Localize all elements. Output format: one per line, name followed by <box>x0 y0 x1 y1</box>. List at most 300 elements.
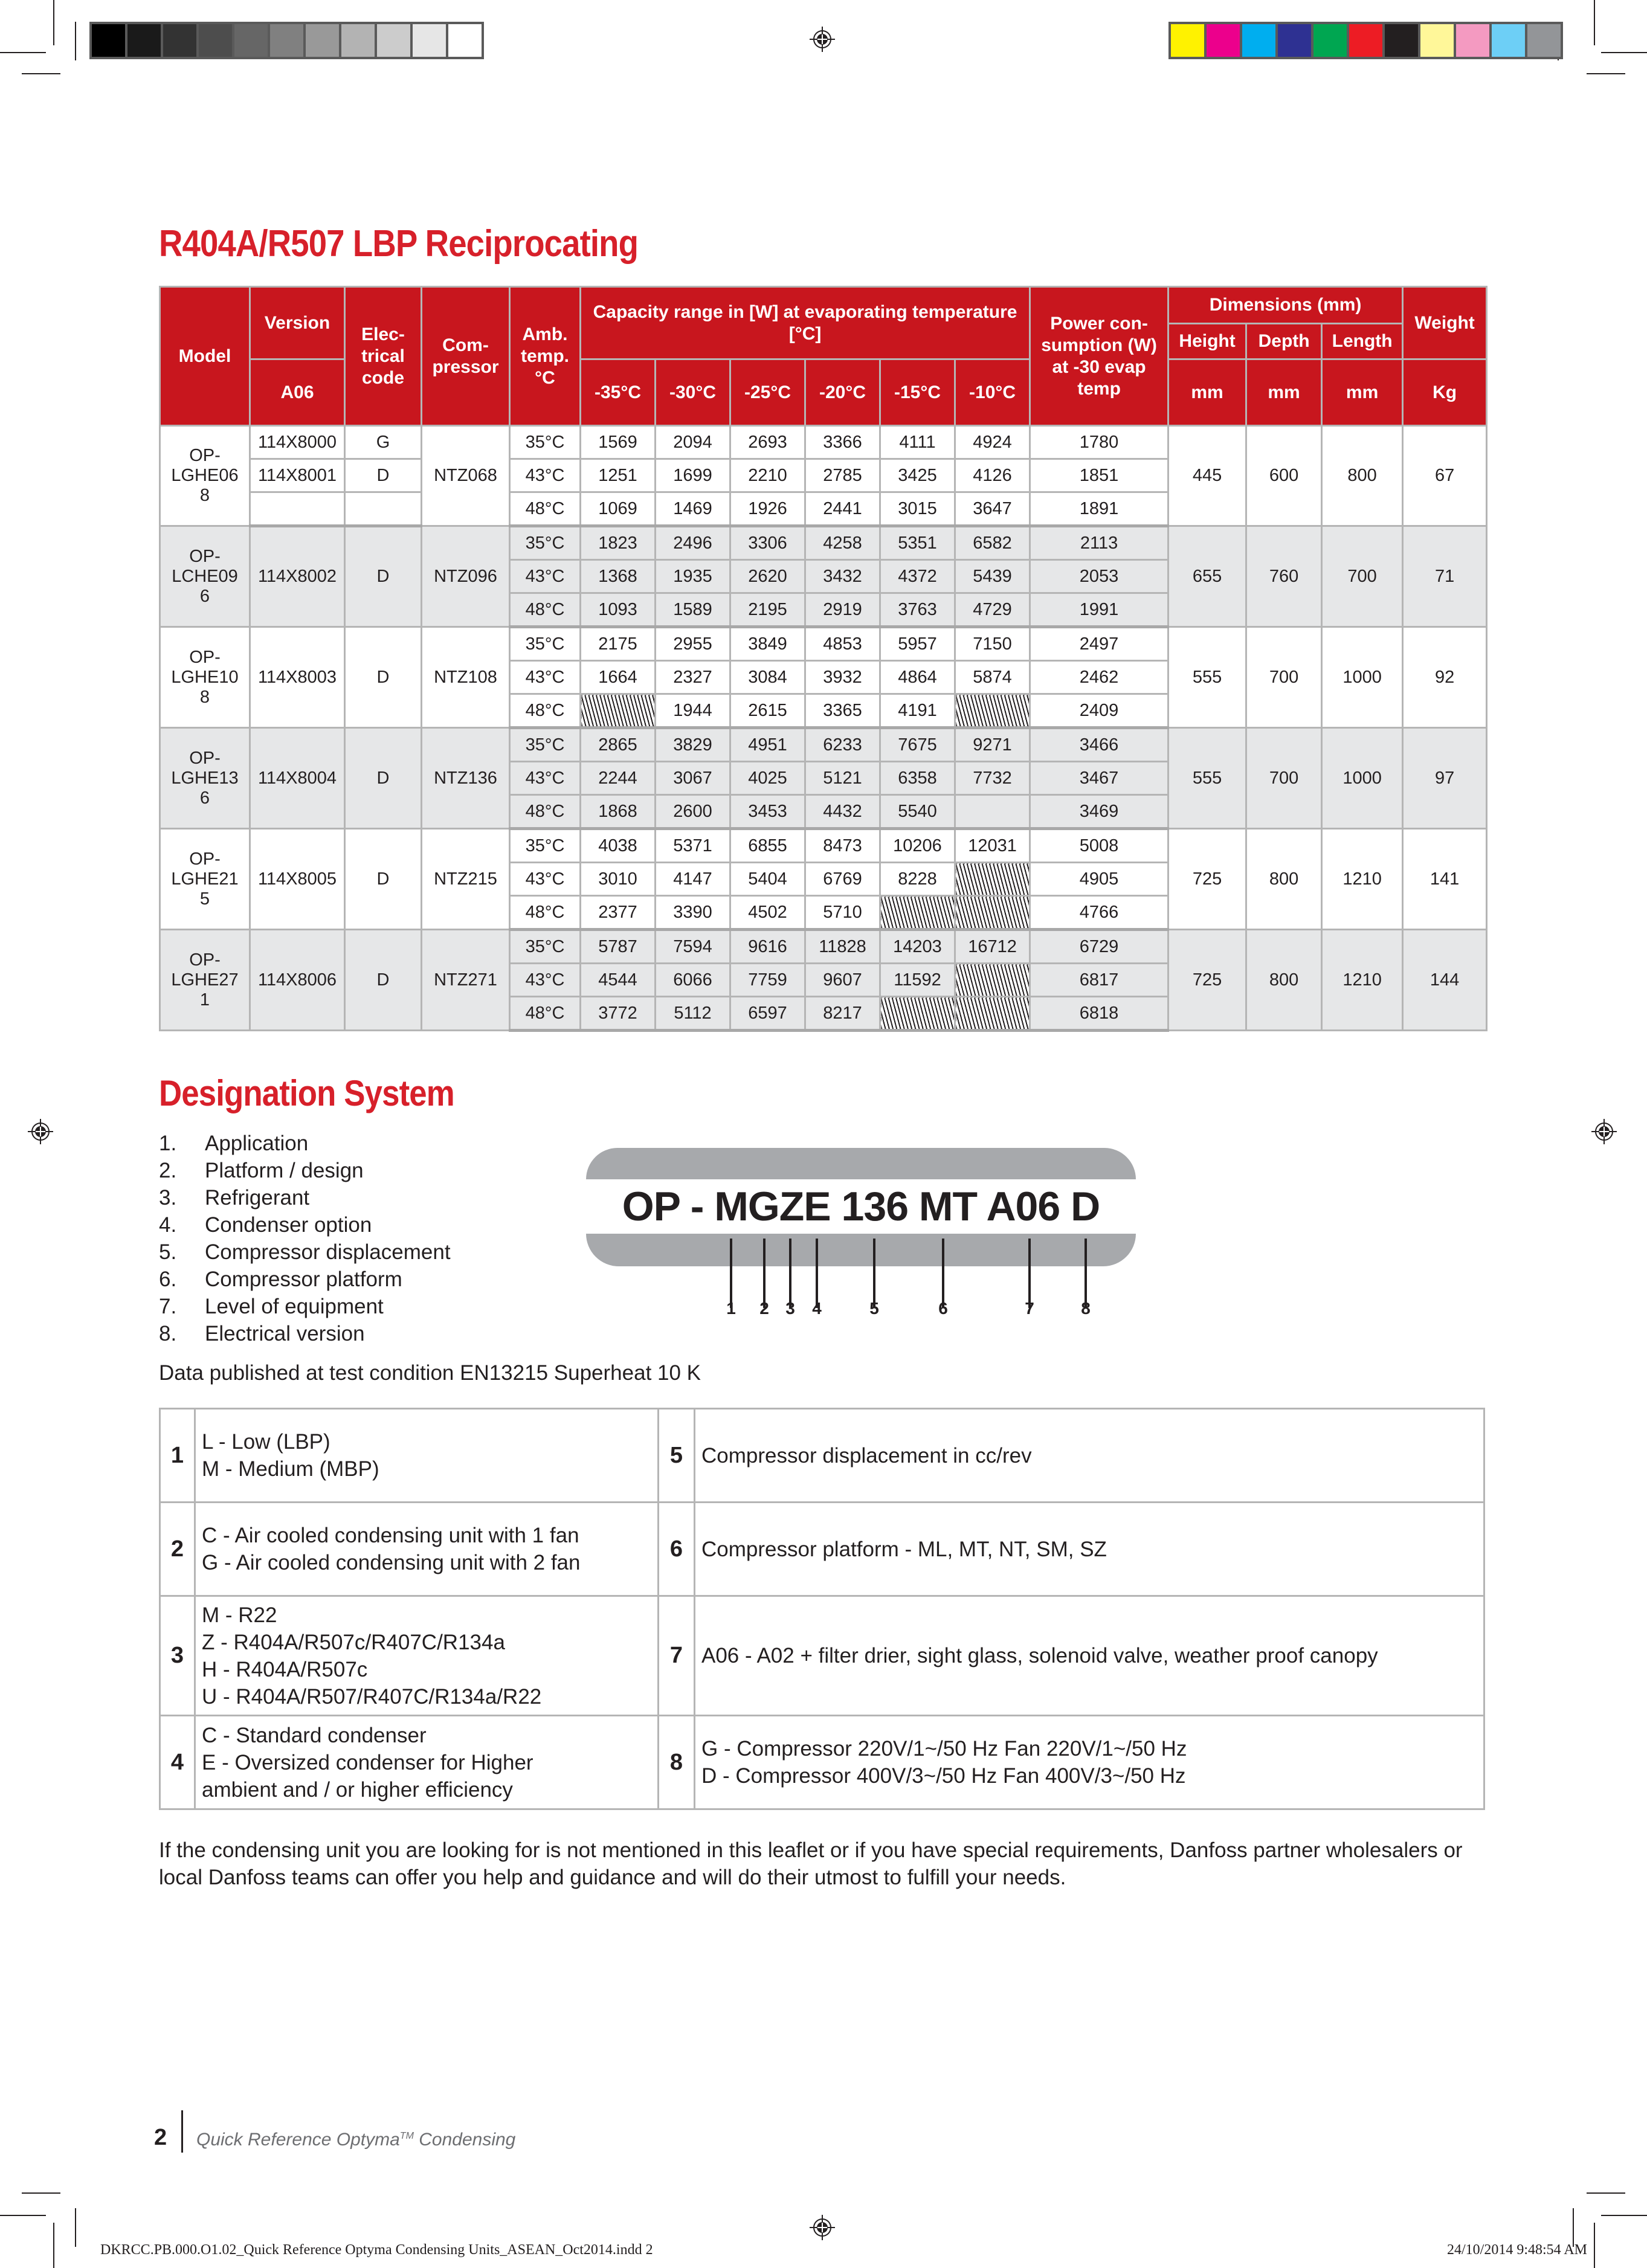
capacity-cell: 2244 <box>581 762 656 795</box>
leader-line <box>942 1239 944 1308</box>
capacity-cell: 16712 <box>955 930 1030 964</box>
contact-note: If the condensing unit you are looking for is not mentioned in this leaflet or if you have special requirements, Danfoss partner wholesalers or local Danfoss teams can offer you help and guidance and will do their utmost to fulfill your needs. <box>159 1838 1463 1889</box>
capacity-cell: 3849 <box>730 627 805 661</box>
swatch <box>413 24 446 57</box>
power-cell: 1851 <box>1030 459 1168 492</box>
capacity-cell: 3084 <box>730 661 805 694</box>
capacity-cell: 2865 <box>581 728 656 762</box>
capacity-cell: 7150 <box>955 627 1030 661</box>
length-cell: 700 <box>1322 526 1403 627</box>
legend-line: Compressor displacement in cc/rev <box>701 1443 1032 1467</box>
length-cell: 1000 <box>1322 728 1403 829</box>
capacity-cell: 5957 <box>880 627 955 661</box>
capacity-cell: 4951 <box>730 728 805 762</box>
swatch <box>234 24 268 57</box>
capacity-cell: 3306 <box>730 526 805 560</box>
item-label: Level of equipment <box>205 1295 384 1318</box>
legend-row <box>160 1409 1484 1503</box>
item-number: 4. <box>159 1213 177 1237</box>
version-cell: 114X8000 <box>250 426 345 459</box>
header-temp: -35°C <box>581 359 656 426</box>
version-cell: 114X8002 <box>250 526 345 627</box>
crop-mark <box>1594 2223 1595 2268</box>
power-cell: 4905 <box>1030 863 1168 896</box>
capacity-cell: 2377 <box>581 896 656 930</box>
capacity-cell: 5112 <box>656 997 730 1031</box>
capacity-cell: 1469 <box>656 492 730 526</box>
header-ambient-temp: Amb. temp. °C <box>510 287 581 426</box>
electrical-code-cell: D <box>345 930 422 1031</box>
model-cell: OP-LGHE136 <box>160 728 250 829</box>
capacity-cell: 1069 <box>581 492 656 526</box>
capacity-cell: 6769 <box>805 863 880 896</box>
crop-mark <box>1587 73 1625 74</box>
trademark: TM <box>399 2131 414 2141</box>
leader-line <box>730 1239 732 1308</box>
capacity-cell: 1823 <box>581 526 656 560</box>
length-cell: 1210 <box>1322 930 1403 1031</box>
depth-cell: 760 <box>1246 526 1322 627</box>
legend-key: 5 <box>659 1409 695 1503</box>
legend-key: 1 <box>160 1409 195 1503</box>
designation-item <box>159 1157 451 1184</box>
swatch <box>377 24 410 57</box>
item-label: Compressor platform <box>205 1268 402 1291</box>
ambient-temp-cell: 35°C <box>510 627 581 661</box>
power-cell: 2409 <box>1030 694 1168 728</box>
capacity-cell: 5404 <box>730 863 805 896</box>
capacity-cell: 5371 <box>656 829 730 863</box>
capacity-cell: 4853 <box>805 627 880 661</box>
running-footer <box>196 2130 515 2150</box>
capacity-cell: 4432 <box>805 795 880 829</box>
electrical-code-cell: D <box>345 526 422 627</box>
legend-value <box>695 1503 1484 1596</box>
capacity-cell: 6358 <box>880 762 955 795</box>
header-power: Power con-sumption (W) at -30 evap temp <box>1030 287 1168 426</box>
legend-line: ambient and / or higher efficiency <box>202 1777 513 1802</box>
capacity-cell: 11592 <box>880 964 955 997</box>
legend-key: 2 <box>160 1503 195 1596</box>
swatch <box>1527 24 1561 57</box>
capacity-cell: 5710 <box>805 896 880 930</box>
model-cell: OP-LGHE068 <box>160 426 250 526</box>
header-temp: -10°C <box>955 359 1030 426</box>
weight-cell: 141 <box>1403 829 1487 930</box>
capacity-cell: 5121 <box>805 762 880 795</box>
power-cell: 2053 <box>1030 560 1168 593</box>
ambient-temp-cell: 48°C <box>510 795 581 829</box>
capacity-cell: 2693 <box>730 426 805 459</box>
swatch <box>199 24 232 57</box>
depth-cell: 700 <box>1246 728 1322 829</box>
swatch <box>92 24 125 57</box>
power-cell: 2497 <box>1030 627 1168 661</box>
capacity-cell: 7759 <box>730 964 805 997</box>
table-row <box>160 627 1487 661</box>
registration-mark-icon <box>28 1119 53 1144</box>
capacity-cell: 1589 <box>656 593 730 627</box>
divider <box>181 2110 183 2153</box>
swatch <box>1385 24 1418 57</box>
depth-cell: 800 <box>1246 930 1322 1031</box>
header-length: Length <box>1332 331 1393 351</box>
not-available-cell <box>955 896 1030 930</box>
designation-code-badge <box>586 1148 1136 1272</box>
compressor-cell: NTZ068 <box>422 426 510 526</box>
depth-cell: 600 <box>1246 426 1322 526</box>
capacity-cell: 3647 <box>955 492 1030 526</box>
capacity-cell: 7675 <box>880 728 955 762</box>
header-version-a06: A06 <box>250 359 345 426</box>
legend-row <box>160 1716 1484 1809</box>
not-available-cell <box>880 997 955 1031</box>
capacity-cell: 5787 <box>581 930 656 964</box>
capacity-cell: 4924 <box>955 426 1030 459</box>
capacity-cell: 3366 <box>805 426 880 459</box>
power-cell: 1991 <box>1030 593 1168 627</box>
header-unit: mm <box>1322 359 1403 426</box>
capacity-cell: 12031 <box>955 829 1030 863</box>
item-number: 2. <box>159 1159 177 1182</box>
power-cell: 5008 <box>1030 829 1168 863</box>
capacity-cell: 1935 <box>656 560 730 593</box>
length-cell: 1000 <box>1322 627 1403 728</box>
capacity-cell: 4025 <box>730 762 805 795</box>
capacity-cell: 8473 <box>805 829 880 863</box>
power-cell: 3467 <box>1030 762 1168 795</box>
height-cell: 725 <box>1168 930 1246 1031</box>
running-footer-title: Quick Reference Optyma <box>196 2130 400 2150</box>
header-temp: -25°C <box>730 359 805 426</box>
header-temp: -20°C <box>805 359 880 426</box>
capacity-cell: 7732 <box>955 762 1030 795</box>
capacity-cell: 3432 <box>805 560 880 593</box>
compressor-cell: NTZ136 <box>422 728 510 829</box>
item-number: 6. <box>159 1268 177 1291</box>
swatch <box>306 24 339 57</box>
version-cell: 114X8001 <box>250 459 345 492</box>
legend-value <box>195 1596 659 1716</box>
header-temp: -30°C <box>656 359 730 426</box>
crop-mark <box>53 2223 54 2268</box>
crop-mark <box>1601 52 1647 53</box>
item-label: Platform / design <box>205 1159 364 1182</box>
capacity-cell: 1093 <box>581 593 656 627</box>
capacity-cell: 5351 <box>880 526 955 560</box>
ambient-temp-cell: 43°C <box>510 762 581 795</box>
table-row <box>160 426 1487 459</box>
capacity-cell: 1944 <box>656 694 730 728</box>
capacity-cell: 4038 <box>581 829 656 863</box>
ambient-temp-cell: 48°C <box>510 896 581 930</box>
legend-key: 3 <box>160 1596 195 1716</box>
designation-legend-table <box>159 1408 1485 1810</box>
swatch <box>341 24 375 57</box>
capacity-cell: 2615 <box>730 694 805 728</box>
capacity-cell: 4147 <box>656 863 730 896</box>
weight-cell: 67 <box>1403 426 1487 526</box>
legend-line: Z - R404A/R507c/R407C/R134a <box>202 1630 505 1654</box>
legend-line: U - R404A/R507/R407C/R134a/R22 <box>202 1684 542 1709</box>
capacity-cell: 9271 <box>955 728 1030 762</box>
ambient-temp-cell: 48°C <box>510 694 581 728</box>
capacity-cell: 2955 <box>656 627 730 661</box>
crop-mark <box>22 73 60 74</box>
crop-mark <box>0 2215 46 2216</box>
capacity-cell: 11828 <box>805 930 880 964</box>
legend-line: M - R22 <box>202 1603 277 1627</box>
capacity-cell: 4111 <box>880 426 955 459</box>
ambient-temp-cell: 43°C <box>510 459 581 492</box>
height-cell: 555 <box>1168 627 1246 728</box>
leader-line <box>789 1239 791 1308</box>
compressor-cell: NTZ271 <box>422 930 510 1031</box>
registration-mark-icon <box>1591 1119 1617 1144</box>
capacity-cell: 9607 <box>805 964 880 997</box>
height-cell: 555 <box>1168 728 1246 829</box>
header-unit: mm <box>1168 359 1246 426</box>
capacity-cell: 14203 <box>880 930 955 964</box>
ambient-temp-cell: 48°C <box>510 593 581 627</box>
leader-line <box>1028 1239 1031 1308</box>
leader-number: 7 <box>1025 1299 1034 1318</box>
header-temp: -15°C <box>880 359 955 426</box>
legend-line: H - R404A/R507c <box>202 1657 368 1681</box>
legend-value <box>695 1596 1484 1716</box>
ambient-temp-cell: 35°C <box>510 426 581 459</box>
model-cell: OP-LCHE096 <box>160 526 250 627</box>
power-cell: 3469 <box>1030 795 1168 829</box>
capacity-cell: 3763 <box>880 593 955 627</box>
legend-value <box>195 1409 659 1503</box>
capacity-cell: 1368 <box>581 560 656 593</box>
capacity-cell: 9616 <box>730 930 805 964</box>
legend-value <box>195 1503 659 1596</box>
capacity-cell: 3829 <box>656 728 730 762</box>
power-cell: 4766 <box>1030 896 1168 930</box>
length-cell: 1210 <box>1322 829 1403 930</box>
item-label: Application <box>205 1132 309 1155</box>
grayscale-calibration-bar <box>89 22 484 59</box>
weight-cell: 92 <box>1403 627 1487 728</box>
electrical-code-cell <box>345 492 422 526</box>
capacity-cell: 8217 <box>805 997 880 1031</box>
swatch <box>1420 24 1454 57</box>
legend-key: 7 <box>659 1596 695 1716</box>
leader-number: 3 <box>785 1299 795 1318</box>
designation-list <box>159 1130 451 1347</box>
not-available-cell <box>581 694 656 728</box>
registration-mark-icon <box>810 27 835 52</box>
item-number: 7. <box>159 1295 177 1318</box>
electrical-code-cell: D <box>345 459 422 492</box>
legend-value <box>695 1716 1484 1809</box>
legend-value <box>195 1716 659 1809</box>
capacity-cell: 4864 <box>880 661 955 694</box>
legend-row <box>160 1503 1484 1596</box>
height-cell: 725 <box>1168 829 1246 930</box>
ambient-temp-cell: 43°C <box>510 560 581 593</box>
header-electrical-code: Elec-trical code <box>345 287 422 426</box>
power-cell: 6817 <box>1030 964 1168 997</box>
badge-bottom-band <box>586 1234 1136 1266</box>
version-cell: 114X8003 <box>250 627 345 728</box>
capacity-cell: 6597 <box>730 997 805 1031</box>
legend-line: C - Standard condenser <box>202 1723 427 1747</box>
not-available-cell <box>955 694 1030 728</box>
capacity-cell: 2175 <box>581 627 656 661</box>
crop-mark <box>22 2192 60 2194</box>
leader-line <box>763 1239 765 1308</box>
weight-cell: 71 <box>1403 526 1487 627</box>
leader-number: 6 <box>938 1299 948 1318</box>
compressor-cell: NTZ096 <box>422 526 510 627</box>
capacity-cell: 4258 <box>805 526 880 560</box>
header-version: Version <box>250 287 345 359</box>
capacity-cell: 6066 <box>656 964 730 997</box>
power-cell: 1780 <box>1030 426 1168 459</box>
table-row <box>160 829 1487 863</box>
power-cell: 6818 <box>1030 997 1168 1031</box>
header-height: Height <box>1169 324 1247 358</box>
item-label: Condenser option <box>205 1213 372 1237</box>
power-cell: 1891 <box>1030 492 1168 526</box>
item-number: 8. <box>159 1322 177 1345</box>
capacity-cell: 1664 <box>581 661 656 694</box>
leader-number: 5 <box>869 1299 879 1318</box>
capacity-cell: 6855 <box>730 829 805 863</box>
legend-value <box>695 1409 1484 1503</box>
ambient-temp-cell: 35°C <box>510 728 581 762</box>
capacity-cell: 3390 <box>656 896 730 930</box>
test-condition-note: Data published at test condition EN13215 Superheat 10 K <box>159 1361 701 1385</box>
capacity-cell <box>955 795 1030 829</box>
ambient-temp-cell: 43°C <box>510 661 581 694</box>
electrical-code-cell: D <box>345 829 422 930</box>
item-number: 3. <box>159 1186 177 1210</box>
crop-mark <box>53 0 54 45</box>
ambient-temp-cell: 48°C <box>510 997 581 1031</box>
legend-line: G - Air cooled condensing unit with 2 fan <box>202 1551 581 1574</box>
spec-table <box>159 286 1487 1032</box>
swatch <box>1313 24 1347 57</box>
legend-line: D - Compressor 400V/3~/50 Hz Fan 400V/3~/50 Hz <box>701 1764 1186 1788</box>
electrical-code-cell: G <box>345 426 422 459</box>
ambient-temp-cell: 43°C <box>510 964 581 997</box>
section-title: R404A/R507 LBP Reciprocating <box>159 223 639 265</box>
table-row <box>160 930 1487 964</box>
swatch <box>1207 24 1240 57</box>
designation-item <box>159 1130 451 1157</box>
capacity-cell: 2620 <box>730 560 805 593</box>
capacity-cell: 4372 <box>880 560 955 593</box>
crop-mark <box>1573 2208 1574 2247</box>
capacity-cell: 2785 <box>805 459 880 492</box>
model-cell: OP-LGHE215 <box>160 829 250 930</box>
header-model: Model <box>160 287 250 426</box>
ambient-temp-cell: 48°C <box>510 492 581 526</box>
swatch <box>1278 24 1311 57</box>
designation-item <box>159 1211 451 1239</box>
item-label: Electrical version <box>205 1322 365 1345</box>
designation-code: OP - MGZE 136 MT A06 D <box>622 1184 1100 1229</box>
ambient-temp-cell: 43°C <box>510 863 581 896</box>
capacity-cell: 3772 <box>581 997 656 1031</box>
capacity-cell: 5874 <box>955 661 1030 694</box>
crop-mark <box>1594 0 1595 45</box>
header-capacity: Capacity range in [W] at evaporating temperature [°C] <box>581 287 1030 359</box>
header-dimensions <box>1168 287 1403 359</box>
ambient-temp-cell: 35°C <box>510 526 581 560</box>
height-cell: 655 <box>1168 526 1246 627</box>
version-cell: 114X8005 <box>250 829 345 930</box>
running-footer-title-end: Condensing <box>413 2130 516 2150</box>
item-number: 5. <box>159 1240 177 1264</box>
capacity-cell: 7594 <box>656 930 730 964</box>
capacity-cell: 6582 <box>955 526 1030 560</box>
capacity-cell: 4126 <box>955 459 1030 492</box>
ambient-temp-cell: 35°C <box>510 930 581 964</box>
compressor-cell: NTZ108 <box>422 627 510 728</box>
capacity-cell: 3453 <box>730 795 805 829</box>
legend-line: G - Compressor 220V/1~/50 Hz Fan 220V/1~/50 Hz <box>701 1737 1187 1761</box>
header-dimensions-label: Dimensions (mm) <box>1169 288 1402 324</box>
legend-line: M - Medium (MBP) <box>202 1457 379 1481</box>
swatch <box>1456 24 1489 57</box>
capacity-cell: 1926 <box>730 492 805 526</box>
capacity-cell: 1699 <box>656 459 730 492</box>
swatch <box>1349 24 1382 57</box>
capacity-cell: 1251 <box>581 459 656 492</box>
leader-number: 4 <box>812 1299 822 1318</box>
capacity-cell: 2094 <box>656 426 730 459</box>
capacity-cell: 3010 <box>581 863 656 896</box>
capacity-cell: 2919 <box>805 593 880 627</box>
capacity-cell: 4191 <box>880 694 955 728</box>
capacity-cell: 3365 <box>805 694 880 728</box>
crop-mark <box>0 52 46 53</box>
swatch <box>270 24 303 57</box>
swatch <box>1492 24 1525 57</box>
capacity-cell: 1868 <box>581 795 656 829</box>
legend-line: L - Low (LBP) <box>202 1430 330 1454</box>
leader-line <box>816 1239 818 1308</box>
designation-item <box>159 1184 451 1211</box>
designation-item <box>159 1266 451 1293</box>
crop-mark <box>1587 2192 1625 2194</box>
version-cell: 114X8004 <box>250 728 345 829</box>
crop-mark <box>1601 2215 1647 2216</box>
legend-line: E - Oversized condenser for Higher <box>202 1750 533 1774</box>
capacity-cell: 4502 <box>730 896 805 930</box>
power-cell: 2113 <box>1030 526 1168 560</box>
capacity-cell: 5540 <box>880 795 955 829</box>
table-row <box>160 728 1487 762</box>
not-available-cell <box>955 863 1030 896</box>
capacity-cell: 3932 <box>805 661 880 694</box>
designation-title: Designation System <box>159 1073 454 1113</box>
leader-line <box>873 1239 875 1308</box>
power-cell: 2462 <box>1030 661 1168 694</box>
compressor-cell: NTZ215 <box>422 829 510 930</box>
weight-cell: 144 <box>1403 930 1487 1031</box>
designation-item <box>159 1320 451 1347</box>
swatch <box>127 24 161 57</box>
swatch <box>1242 24 1275 57</box>
weight-cell: 97 <box>1403 728 1487 829</box>
item-label: Compressor displacement <box>205 1240 451 1264</box>
